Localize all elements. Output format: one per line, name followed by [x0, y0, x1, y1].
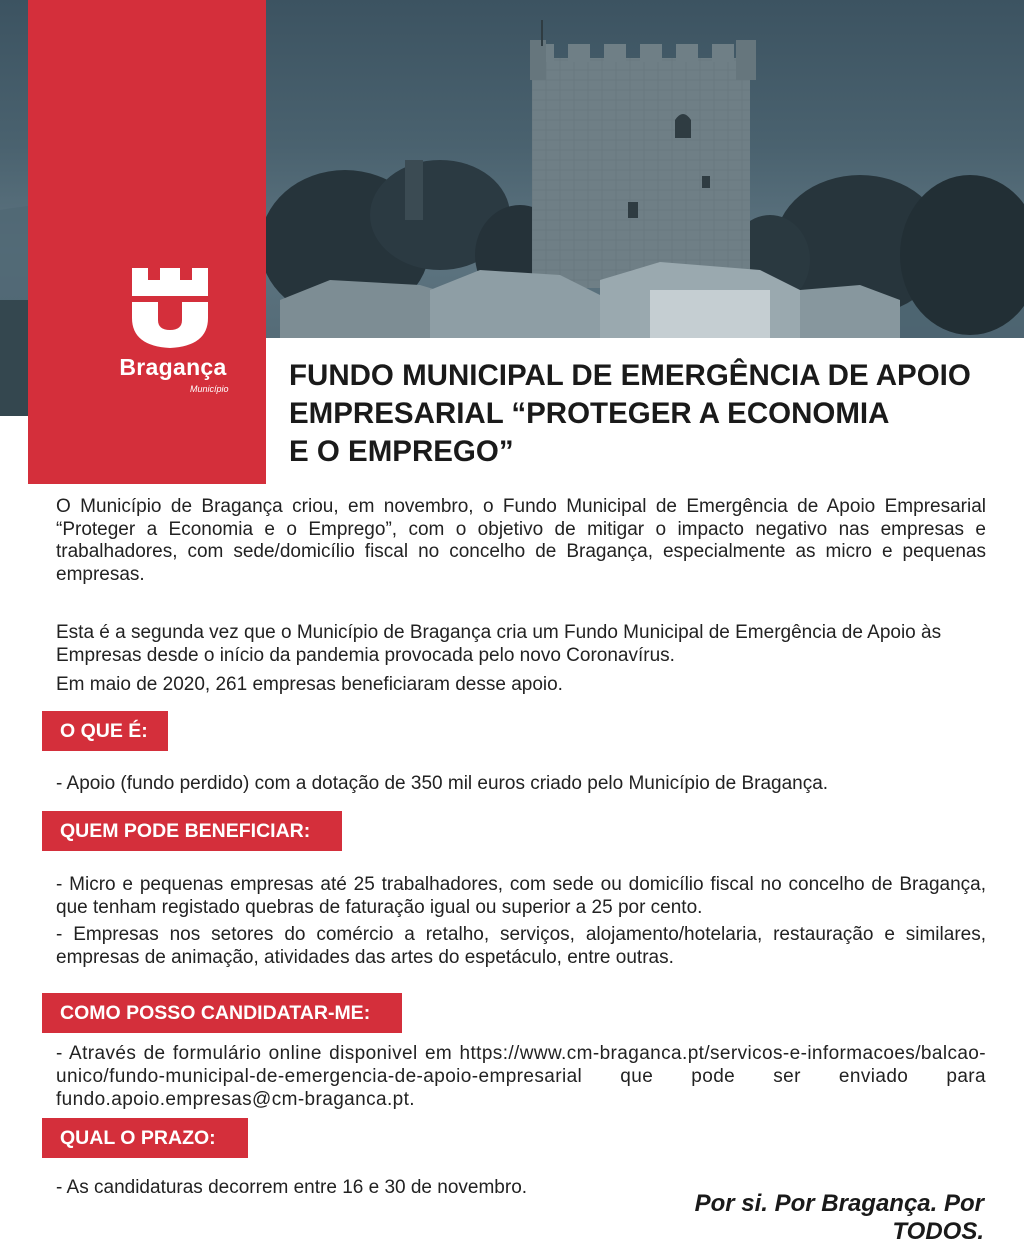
list-item: - Micro e pequenas empresas até 25 trabalhadores, com sede ou domicílio fiscal no concelho de Bragança, que tenham registado quebras de faturação igual ou superior a 25 por cento. [56, 874, 986, 918]
brand-panel [28, 0, 266, 484]
brand-name: Bragança [119, 354, 227, 380]
slogan: Por si. Por Bragança. Por TODOS. [694, 1190, 984, 1245]
list-item: - Apoio (fundo perdido) com a dotação de 350 mil euros criado pelo Município de Bragança. [56, 773, 829, 794]
braganca-logo [100, 266, 240, 350]
intro-paragraph-1: O Município de Bragança criou, em novembro, o Fundo Municipal de Emergência de Apoio Empresarial “Proteger a Economia e o Emprego”, com o objetivo de mitigar o impacto negativo nas empresas e trabalhadores, com sede/domicílio fiscal no concelho de Bragança, especialmente as micro e pequenas empresas. [56, 496, 986, 585]
castle-shield-icon [126, 266, 214, 350]
list-item: - Através de formulário online disponivel em https://www.cm-braganca.pt/servicos-e-informacoes/balcao-unico/fundo-municipal-de-emergencia-de-apoio-empresarial que pode ser enviado para fundo.apoio.empresas@cm-braganca.pt. [56, 1043, 986, 1110]
list-item: - As candidaturas decorrem entre 16 e 30 de novembro. [56, 1177, 528, 1198]
section-heading-who: QUEM PODE BENEFICIAR: [42, 811, 342, 851]
intro-paragraph-3: Em maio de 2020, 261 empresas beneficiaram desse apoio. [56, 674, 563, 695]
brand-subtitle: Município [190, 384, 229, 394]
section-heading-what: O QUE É: [42, 711, 168, 751]
list-item: - Empresas nos setores do comércio a retalho, serviços, alojamento/hotelaria, restauração e similares, empresas de animação, atividades das artes do espetáculo, entre outras. [56, 924, 986, 968]
page-title: FUNDO MUNICIPAL DE EMERGÊNCIA DE APOIO EMPRESARIAL “PROTEGER A ECONOMIA E O EMPREGO” [289, 359, 971, 468]
section-heading-when: QUAL O PRAZO: [42, 1118, 248, 1158]
intro-paragraph-2: Esta é a segunda vez que o Município de Bragança cria um Fundo Municipal de Emergência de Apoio às Empresas desde o início da pandemia provocada pelo novo Coronavírus. [56, 622, 942, 666]
section-heading-how: COMO POSSO CANDIDATAR-ME: [42, 993, 402, 1033]
